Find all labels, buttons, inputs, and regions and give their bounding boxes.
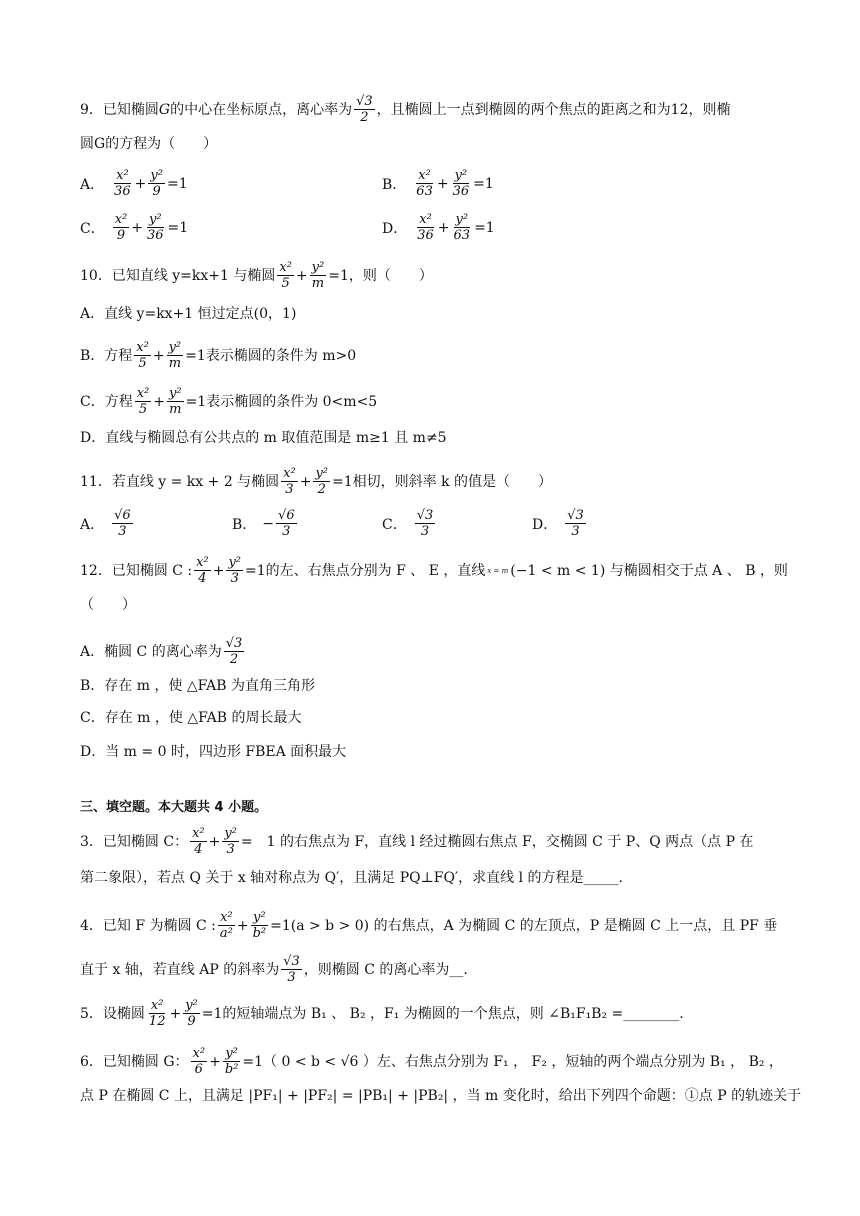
numerator: y² bbox=[315, 466, 329, 481]
fraction bbox=[414, 168, 435, 199]
q9-text-c: ，且椭圆上一点到椭圆的两个焦点的距离之和为12，则椭 bbox=[376, 101, 731, 118]
denominator: 5 bbox=[281, 276, 290, 291]
fraction bbox=[167, 340, 184, 371]
denominator: a² bbox=[219, 926, 233, 941]
q12-option-d[interactable]: D．当 m = 0 时，四边形 FBEA 面积最大 bbox=[80, 744, 347, 760]
numerator: √6 bbox=[114, 508, 131, 523]
fraction bbox=[191, 1046, 208, 1077]
denominator: 4 bbox=[194, 842, 203, 857]
section-3-heading: 三、填空题。本大题共 4 小题。 bbox=[80, 800, 268, 815]
question-12-stem-line2: （ ） bbox=[80, 597, 136, 613]
fill-question-6-line2: 点 P 在椭圆 C 上，且满足 |PF₁| + |PF₂| = |PB₁| + |PB₂| ，当 m 变化时，给出下列四个命题：①点 P 的轨迹关于 bbox=[80, 1088, 802, 1104]
numerator: √3 bbox=[567, 508, 584, 523]
question-9-stem-line2: 圆G的方程为（ ） bbox=[80, 136, 218, 152]
fraction bbox=[112, 168, 133, 199]
fraction bbox=[222, 826, 239, 857]
fraction bbox=[134, 340, 151, 371]
question-11-stem: 11．若直线 y = kx + 2 与椭圆 $\frac{\text{x²}}{3}$ + $\frac{\text{y²}}{2}$ =1相切，则斜率 k 的值是（ ） bbox=[80, 466, 553, 497]
option-label: A． bbox=[80, 516, 105, 533]
question-12-stem: 12．已知椭圆 C : $\frac{\text{x²}}{4}$ + $\frac{\text{y²}}{3}$ =1的左、右焦点分别为 F 、 E ，直线 x = m (−1 < m < 1) 与椭圆相交于点 A 、 B ，则 bbox=[80, 555, 788, 586]
q10-option-b[interactable]: B．方程 $\frac{\text{x²}}{5}$ + $\frac{\text{y²}}{m}$ =1表示椭圆的条件为 m>0 bbox=[80, 340, 357, 371]
fraction bbox=[167, 386, 184, 417]
denominator: 3 bbox=[282, 524, 291, 539]
fill-question-6: 6．已知椭圆 G： $\frac{\text{x²}}{6}$ + $\frac{\text{y²}}{\text{b²}}$ =1（ 0 < b < √6 ）左、右焦点分别为 F₁ ， F₂ ，短轴的两个端点分别为 B₁ ， B₂ ， bbox=[80, 1046, 783, 1077]
f4-text-d: ，则椭圆 C 的离心率为__. bbox=[303, 961, 468, 978]
numerator: y² bbox=[169, 386, 182, 401]
fraction bbox=[313, 466, 330, 497]
option-text: =1表示椭圆的条件为 0<m<5 bbox=[185, 393, 378, 410]
denominator: 9 bbox=[187, 1014, 196, 1029]
denominator: 3 bbox=[118, 524, 127, 539]
numerator: x² bbox=[220, 910, 233, 925]
denominator: 36 bbox=[147, 228, 164, 243]
question-10-stem: 10．已知直线 y=kx+1 与椭圆 $\frac{\text{x²}}{5}$ + $\frac{\text{y²}}{m}$ =1，则（ ） bbox=[80, 260, 433, 291]
numerator: x² bbox=[116, 168, 129, 183]
f6-text-a: 6．已知椭圆 G： bbox=[80, 1053, 189, 1070]
fill-question-3: 3．已知椭圆 C： $\frac{\text{x²}}{4}$ + $\frac{\text{y²}}{3}$ = 1 的右焦点为 F，直线 l 经过椭圆右焦点 F，交椭圆 C 于 P、Q 两点（点 P 在 bbox=[80, 826, 754, 857]
denominator: 36 bbox=[417, 228, 434, 243]
denominator: 3 bbox=[287, 970, 296, 985]
f4-text-c: 直于 x 轴，若直线 AP 的斜率为 bbox=[80, 961, 280, 978]
q10-option-a[interactable]: A．直线 y=kx+1 恒过定点(0，1) bbox=[80, 306, 297, 322]
q9-ecc-numerator: √3 bbox=[356, 94, 373, 109]
denominator: 6 bbox=[194, 1062, 203, 1077]
option-text: A．椭圆 C 的离心率为 bbox=[80, 643, 222, 660]
denominator: 36 bbox=[452, 184, 470, 199]
fraction bbox=[112, 508, 133, 539]
denominator: 9 bbox=[152, 184, 161, 199]
fraction bbox=[415, 508, 436, 539]
equation-tail: =1 bbox=[473, 175, 494, 192]
numerator: y² bbox=[454, 168, 468, 183]
option-label: B． bbox=[232, 516, 257, 533]
q11-option-b[interactable] bbox=[232, 508, 382, 539]
denominator: 3 bbox=[285, 482, 294, 497]
q9-ecc-denominator: 2 bbox=[360, 110, 369, 125]
fraction bbox=[148, 168, 165, 199]
option-text: B．方程 bbox=[80, 347, 133, 364]
q12-option-a[interactable] bbox=[80, 636, 780, 667]
q12-option-c[interactable]: C．存在 m ，使 △FAB 的周长最大 bbox=[80, 710, 302, 726]
denominator: b² bbox=[224, 1062, 239, 1077]
fraction bbox=[224, 636, 245, 667]
fraction bbox=[183, 998, 200, 1029]
option-text: =1表示椭圆的条件为 m>0 bbox=[185, 347, 357, 364]
fraction bbox=[310, 260, 327, 291]
q9-ellipse-name: G bbox=[158, 101, 171, 118]
denominator: 63 bbox=[453, 228, 471, 243]
numerator: x² bbox=[192, 1046, 206, 1061]
denominator: 3 bbox=[226, 842, 235, 857]
fraction bbox=[147, 998, 168, 1029]
fraction bbox=[281, 466, 298, 497]
denominator: b² bbox=[252, 926, 267, 941]
q12-option-b[interactable]: B．存在 m ，使 △FAB 为直角三角形 bbox=[80, 678, 316, 694]
numerator: x² bbox=[196, 555, 209, 570]
numerator: y² bbox=[455, 212, 469, 227]
q10-text-b: =1，则（ ） bbox=[328, 267, 433, 284]
denominator: 3 bbox=[230, 571, 239, 586]
question-9-stem bbox=[80, 94, 780, 125]
fraction bbox=[190, 826, 207, 857]
fill-question-4: 4．已知 F 为椭圆 C : $\frac{\text{x²}}{\text{a²}}$ + $\frac{\text{y²}}{\text{b²}}$ =1(a > b > 0) 的右焦点，A 为椭圆 C 的左顶点，P 是椭圆 C 上一点，且 PF 垂 bbox=[80, 910, 778, 941]
numerator: x² bbox=[150, 998, 164, 1013]
option-label: A． bbox=[80, 176, 105, 193]
numerator: x² bbox=[192, 826, 205, 841]
q10-option-d[interactable]: D．直线与椭圆总有公共点的 m 取值范围是 m≥1 且 m≠5 bbox=[80, 430, 447, 446]
q12-text-a: 12．已知椭圆 C : bbox=[80, 562, 193, 579]
equation-tail: =1 bbox=[474, 219, 495, 236]
equation-tail: =1 bbox=[166, 175, 188, 192]
option-label: D． bbox=[382, 220, 408, 237]
q9-text-a: 9．已知椭圆 bbox=[80, 101, 159, 118]
denominator: 5 bbox=[138, 356, 147, 371]
denominator: 2 bbox=[317, 482, 326, 497]
q12-small-equation: x = m bbox=[487, 566, 509, 575]
q12-text-c: (−1 < m < 1) 与椭圆相交于点 A 、 B ，则 bbox=[510, 562, 788, 579]
q9-eccentricity-fraction bbox=[354, 94, 375, 125]
q11-option-d[interactable] bbox=[532, 508, 588, 539]
minus-sign: − bbox=[262, 515, 275, 532]
equation-tail: =1 bbox=[167, 219, 189, 236]
fraction bbox=[145, 212, 166, 243]
numerator: √3 bbox=[225, 636, 243, 651]
numerator: x² bbox=[283, 466, 296, 481]
f5-text-a: 5．设椭圆 bbox=[80, 1005, 145, 1022]
f5-text-b: =1的短轴端点为 B₁ 、 B₂ ，F₁ 为椭圆的一个焦点，则 ∠B₁F₁B₂ =________. bbox=[201, 1005, 684, 1022]
q10-option-c[interactable]: C．方程 $\frac{\text{x²}}{5}$ + $\frac{\text{y²}}{m}$ =1表示椭圆的条件为 0<m<5 bbox=[80, 386, 378, 417]
q9-option-d[interactable]: D． $\frac{\text{x²}}{36}$ + $\frac{\text{y²}}{63}$ =1 bbox=[382, 212, 495, 243]
denominator: m bbox=[169, 402, 182, 417]
fraction bbox=[194, 555, 211, 586]
denominator: 4 bbox=[198, 571, 207, 586]
f3-text-a: 3．已知椭圆 C： bbox=[80, 833, 189, 850]
numerator: x² bbox=[419, 212, 432, 227]
f3-text-b: = 1 的右焦点为 F，直线 l 经过椭圆右焦点 F，交椭圆 C 于 P、Q 两点（点 P 在 bbox=[240, 833, 754, 850]
denominator: 5 bbox=[138, 402, 148, 417]
f6-text-b: =1（ 0 < b < √6 ）左、右焦点分别为 F₁ ， F₂ ，短轴的两个端点分别为 B₁ ， B₂ ， bbox=[242, 1053, 783, 1070]
q11-option-a[interactable] bbox=[80, 508, 232, 539]
q10-text-a: 10．已知直线 y=kx+1 与椭圆 bbox=[80, 267, 276, 284]
numerator: x² bbox=[279, 260, 292, 275]
option-label: B． bbox=[382, 176, 407, 193]
numerator: y² bbox=[148, 212, 162, 227]
option-text: C．方程 bbox=[80, 393, 133, 410]
q9-options-row1 bbox=[80, 168, 780, 199]
denominator: 9 bbox=[116, 228, 126, 243]
fill-question-3-line2: 第二象限），若点 Q 关于 x 轴对称点为 Q′，且满足 PQ⊥FQ′，求直线 l 的方程是_____. bbox=[80, 870, 623, 886]
denominator: m bbox=[168, 356, 182, 371]
denominator: 12 bbox=[148, 1014, 166, 1029]
fraction bbox=[452, 212, 473, 243]
numerator: x² bbox=[136, 340, 149, 355]
q11-text-b: =1相切，则斜率 k 的值是（ ） bbox=[332, 473, 553, 490]
numerator: y² bbox=[225, 1046, 238, 1061]
numerator: y² bbox=[185, 998, 198, 1013]
f4-text-a: 4．已知 F 为椭圆 C : bbox=[80, 917, 216, 934]
fraction bbox=[218, 910, 235, 941]
option-label: D． bbox=[532, 516, 558, 533]
option-label: C． bbox=[80, 220, 105, 237]
denominator: 2 bbox=[229, 652, 239, 667]
fraction bbox=[276, 508, 297, 539]
numerator: y² bbox=[228, 555, 241, 570]
numerator: x² bbox=[136, 386, 150, 401]
fraction bbox=[451, 168, 472, 199]
denominator: 3 bbox=[420, 524, 430, 539]
numerator: y² bbox=[311, 260, 325, 275]
numerator: √3 bbox=[416, 508, 434, 523]
numerator: x² bbox=[418, 168, 431, 183]
fill-question-4-line2 bbox=[80, 954, 780, 985]
q11-text-a: 11．若直线 y = kx + 2 与椭圆 bbox=[80, 473, 280, 490]
denominator: 63 bbox=[416, 184, 433, 199]
q9-option-a[interactable]: A． $\frac{\text{x²}}{36}$ + $\frac{\text{y²}}{9}$ =1 bbox=[80, 168, 188, 199]
q12-text-b: =1的左、右焦点分别为 F 、 E ，直线 bbox=[245, 562, 486, 579]
q9-options-row2 bbox=[80, 212, 780, 243]
fraction bbox=[565, 508, 586, 539]
numerator: y² bbox=[253, 910, 266, 925]
f4-text-b: =1(a > b > 0) 的右焦点，A 为椭圆 C 的左顶点，P 是椭圆 C 上一点，且 PF 垂 bbox=[270, 917, 778, 934]
numerator: y² bbox=[150, 168, 163, 183]
denominator: 3 bbox=[571, 524, 580, 539]
denominator: 36 bbox=[114, 184, 131, 199]
fraction bbox=[113, 212, 130, 243]
fraction bbox=[281, 954, 302, 985]
fraction bbox=[251, 910, 269, 941]
q9-option-c[interactable]: C． $\frac{\text{x²}}{9}$ + $\frac{\text{y²}}{36}$ =1 bbox=[80, 212, 189, 243]
fill-question-5: 5．设椭圆 $\frac{\text{x²}}{12}$ + $\frac{\text{y²}}{9}$ =1的短轴端点为 B₁ 、 B₂ ，F₁ 为椭圆的一个焦点，则 ∠B₁F₁B₂ =________. bbox=[80, 998, 684, 1029]
numerator: √3 bbox=[283, 954, 300, 969]
numerator: √6 bbox=[278, 508, 295, 523]
fraction bbox=[415, 212, 436, 243]
q11-option-c[interactable] bbox=[382, 508, 532, 539]
numerator: x² bbox=[114, 212, 128, 227]
denominator: m bbox=[311, 276, 325, 291]
option-label: C． bbox=[382, 516, 407, 533]
q9-option-b[interactable]: B． $\frac{\text{x²}}{63}$ + $\frac{\text{y²}}{36}$ =1 bbox=[382, 168, 494, 199]
numerator: y² bbox=[168, 340, 182, 355]
fraction bbox=[135, 386, 152, 417]
numerator: y² bbox=[224, 826, 237, 841]
fraction bbox=[226, 555, 243, 586]
q9-text-b: 的中心在坐标原点，离心率为 bbox=[170, 101, 353, 118]
q11-options-row bbox=[80, 508, 780, 539]
fraction bbox=[223, 1046, 241, 1077]
fraction bbox=[277, 260, 294, 291]
